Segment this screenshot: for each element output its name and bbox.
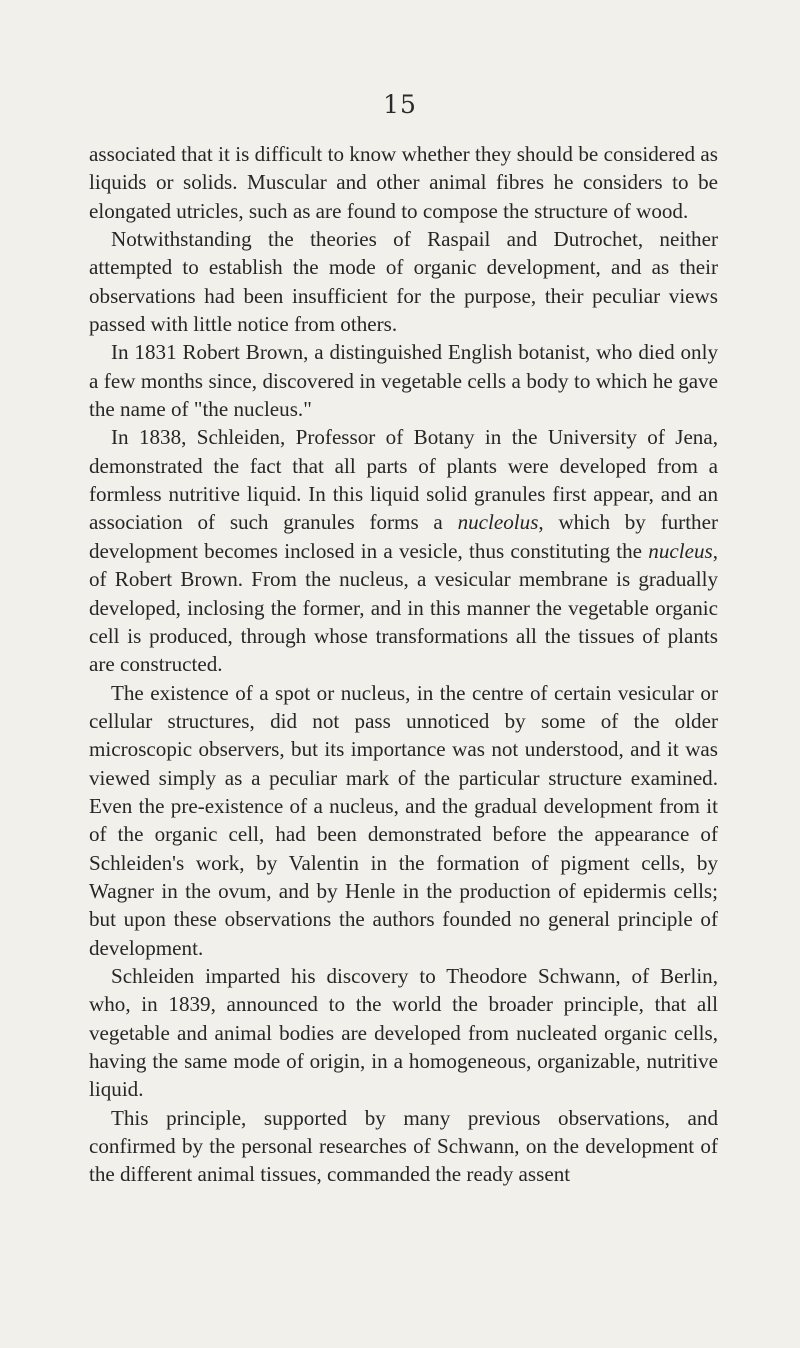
text-run: , which by further development becomes inclosed in a vesicle, thus constituting the xyxy=(89,510,718,563)
paragraph-schwann: Schleiden imparted his discovery to Theodore Schwann, of Berlin, who, in 1839, announced to the world the broader principle, that all vegetable and animal bodies are developed from nucleated organic cells, having the same mode of origin, in a homogeneous, organizable, nutritive liquid. xyxy=(89,963,718,1102)
italic-term-nucleus: nucleus xyxy=(648,538,713,563)
paragraph-principle: This principle, supported by many previous observations, and confirmed by the personal researches of Schwann, on the development of the different animal tissues, commanded the ready assent xyxy=(89,1105,718,1187)
paragraph-nucleus-existence: The existence of a spot or nucleus, in the centre of certain vesicular or cellular structures, did not pass unnoticed by some of the older microscopic observers, but its importance was not understood, and it was viewed simply as a peculiar mark of the particular structure examined. Even the pre-existence of a nucleus, and the gradual development from it of the organic cell, had been demonstrated before the appearance of Schleiden's work, by Valentin in the formation of pigment cells, by Wagner in the ovum, and by Henle in the production of epidermis cells; but upon these observations the authors founded no general principle of development. xyxy=(89,680,718,960)
page-number: 15 xyxy=(383,90,417,119)
italic-term-nucleolus: nucleolus xyxy=(457,510,539,535)
text-run: In 1838, Schleiden, Professor of Botany in the University of Jena, demonstrated the fact that all parts of plants were developed from a formless nutritive liquid. In this liquid solid granules first appear, and an association of such granules forms a xyxy=(89,425,718,535)
paragraph-raspail-dutrochet: Notwithstanding the theories of Raspail and Dutrochet, neither attempted to establish the mode of organic development, and as their observations had been insufficient for the purpose, their peculiar views passed with little notice from others. xyxy=(89,227,718,337)
paragraph-robert-brown: In 1831 Robert Brown, a distinguished English botanist, who died only a few months since, discovered in vegetable cells a body to which he gave the name of "the nucleus." xyxy=(89,340,718,422)
paragraph-continuation: associated that it is difficult to know whether they should be considered as liquids or solids. Muscular and other animal fibres he considers to be elongated utricles, such as are found to compose the structure of wood. xyxy=(89,142,718,223)
paragraph-schleiden xyxy=(89,423,718,678)
text-run: , of Robert Brown. From the nucleus, a vesicular membrane is gradually developed, inclosing the former, and in this manner the vegetable organic cell is produced, through whose transformations all the tissues of plants are constructed. xyxy=(89,538,718,677)
body-text xyxy=(89,140,718,1189)
